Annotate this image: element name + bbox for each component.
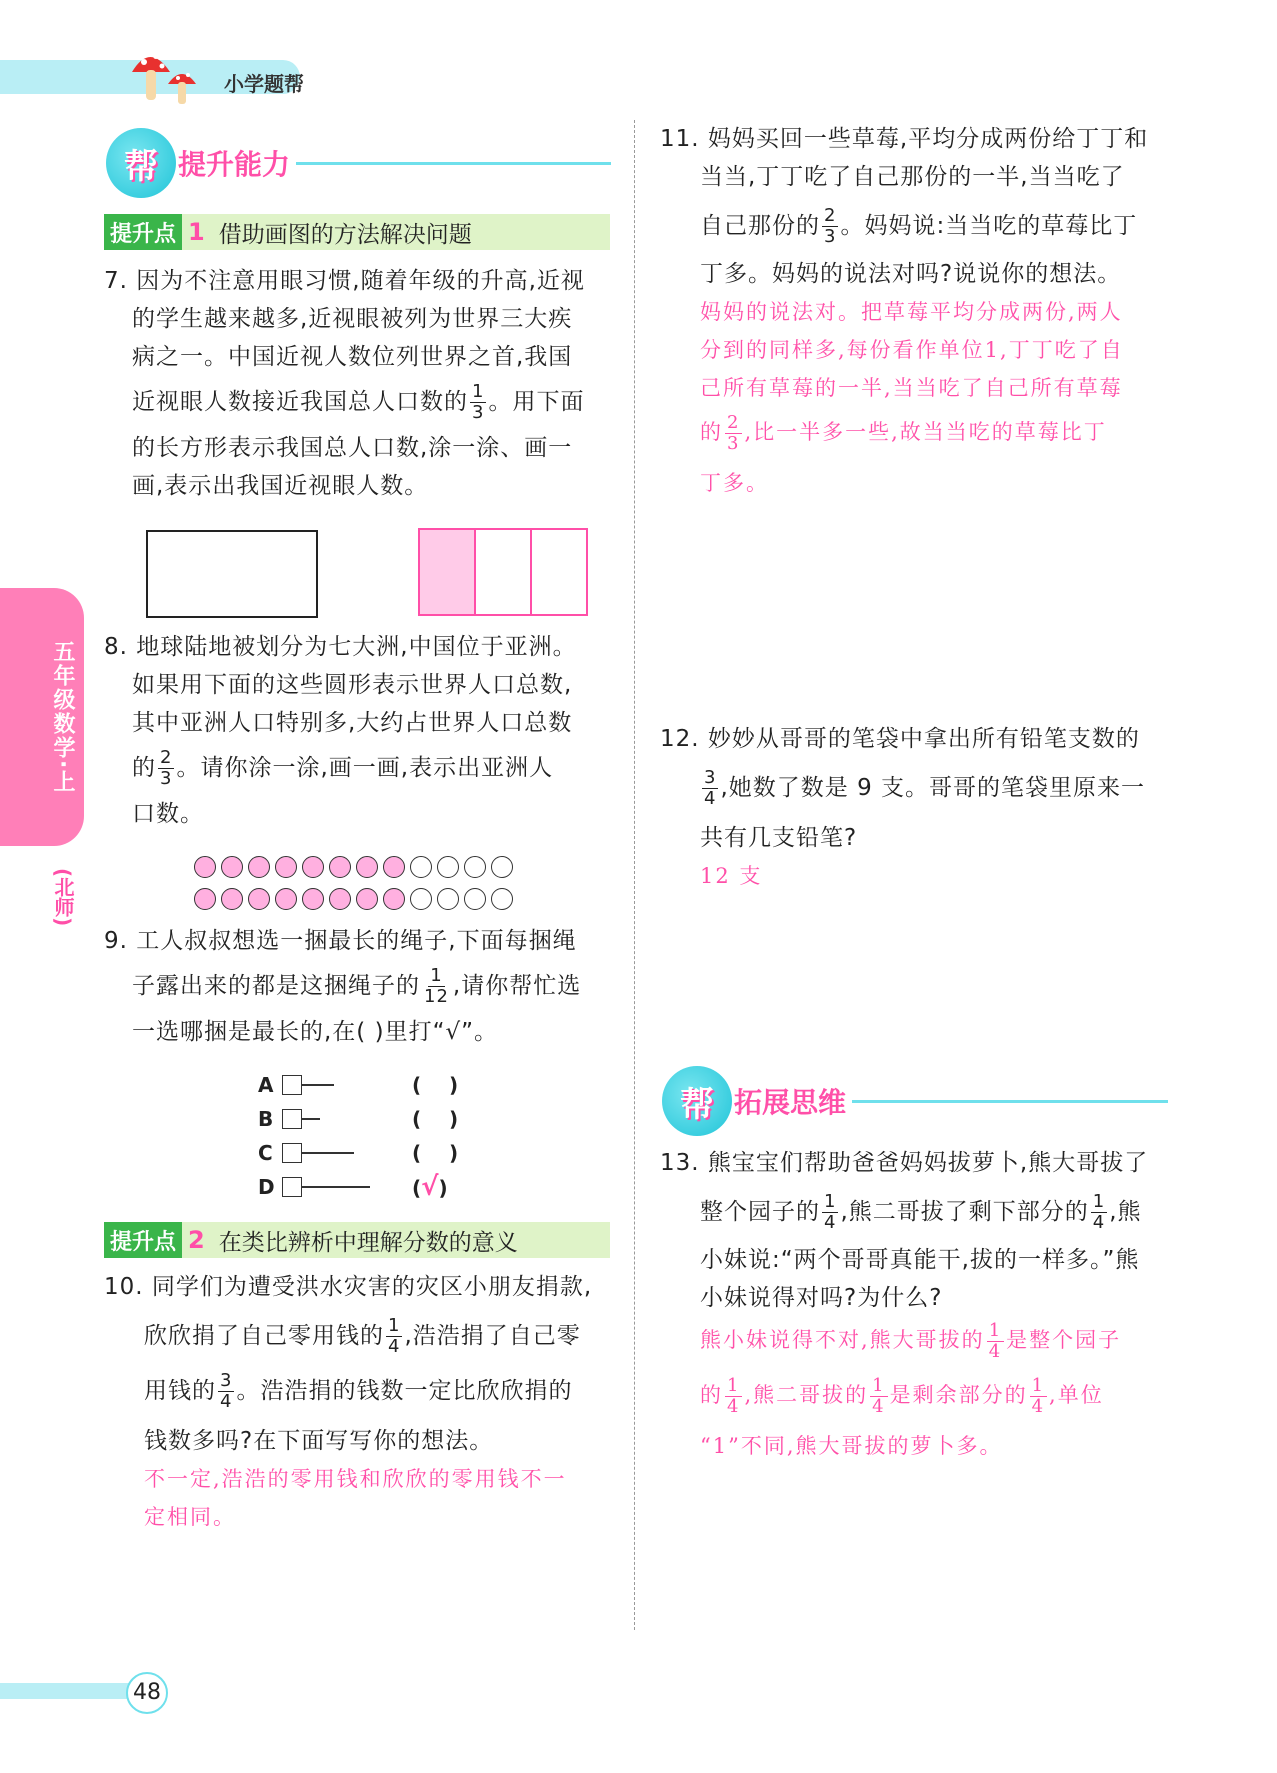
circle-empty[interactable] [437, 888, 459, 910]
circle-filled[interactable] [329, 888, 351, 910]
rope-option-d[interactable]: D (√) [258, 1172, 448, 1202]
q13-line: 整个园子的 $\frac{1}{4}$ ,熊二哥拔了剩下部分的 $\frac{1}{4}$ ,熊 [700, 1191, 1142, 1233]
key-point-1 [104, 214, 610, 250]
section-rule [852, 1100, 1168, 1103]
question-11 [660, 120, 1170, 502]
key-point-tag: 提升点 [104, 214, 182, 250]
q13-line: 小妹说得对吗?为什么? [700, 1285, 943, 1311]
q7-line: 7. 因为不注意用眼习惯,随着年级的升高,近视 [104, 268, 585, 294]
circle-filled[interactable] [221, 888, 243, 910]
circle-filled[interactable] [356, 888, 378, 910]
q10-answer: 不一定,浩浩的零用钱和欣欣的零用钱不一 定相同。 [144, 1467, 567, 1529]
fraction: $\frac{1}{4}$ [388, 1315, 401, 1357]
q8-line: 的 $\frac{2}{3}$ 。请你涂一涂,画一画,表示出亚洲人 [132, 747, 554, 789]
column-divider [634, 120, 635, 1630]
circle-filled[interactable] [248, 856, 270, 878]
fraction: $\frac{2}{3}$ [824, 205, 837, 247]
mushroom-logo-icon [128, 42, 208, 112]
q11-line: 丁多。妈妈的说法对吗?说说你的想法。 [700, 261, 1122, 287]
q10-line: 钱数多吗?在下面写写你的想法。 [144, 1428, 494, 1454]
key-point-number: 1 [188, 218, 205, 246]
circle-row [194, 856, 554, 882]
circle-filled[interactable] [221, 856, 243, 878]
circle-grid [194, 856, 554, 920]
q7-line: 的长方形表示我国总人口数,涂一涂、画一 [132, 435, 573, 461]
q7-text: 近视眼人数接近我国总人口数的 [132, 389, 468, 415]
rope-option-c[interactable]: C ( ) [258, 1141, 459, 1165]
rope-option-a[interactable]: A ( ) [258, 1073, 459, 1097]
q13-answer: 熊小妹说得不对,熊大哥拔的 $\frac{1}{4}$ 是整个园子 的 $\frac{1}{4}$ ,熊二哥拔的 $\frac{1}{4}$ 是剩余部分的 $\frac{1}{4}$ ,单位 “1”不同,熊大哥拔的萝卜多。 [700, 1320, 1122, 1458]
circle-filled[interactable] [383, 856, 405, 878]
circle-empty[interactable] [437, 856, 459, 878]
circle-filled[interactable] [275, 888, 297, 910]
section-badge: 帮 [662, 1066, 732, 1136]
key-point-number: 2 [188, 1226, 205, 1254]
circle-filled[interactable] [275, 856, 297, 878]
fraction: $\frac{2}{3}$ [727, 412, 741, 454]
section-badge: 帮 [106, 128, 176, 198]
circle-filled[interactable] [302, 856, 324, 878]
q8-line: 口数。 [132, 801, 204, 827]
circle-empty[interactable] [410, 888, 432, 910]
q11-line: 11. 妈妈买回一些草莓,平均分成两份给丁丁和 [660, 126, 1149, 152]
side-tab-edition: (北师) [51, 868, 75, 927]
q12-line: 12. 妙妙从哥哥的笔袋中拿出所有铅笔支数的 [660, 726, 1140, 752]
fraction: $\frac{3}{4}$ [704, 767, 717, 809]
question-8 [104, 628, 624, 833]
q8-line: 如果用下面的这些圆形表示世界人口总数, [132, 672, 573, 698]
key-point-text: 借助画图的方法解决问题 [218, 221, 472, 248]
brand-label: 小学题帮 [224, 72, 304, 96]
q11-line: 自己那份的 $\frac{2}{3}$ 。妈妈说:当当吃的草莓比丁 [700, 205, 1138, 247]
rect-part-filled [420, 530, 476, 614]
rope-options [258, 1070, 518, 1202]
q12-line: $\frac{3}{4}$ ,她数了数是 9 支。哥哥的笔袋里原来一 [704, 767, 1146, 809]
q10-line: 10. 同学们为遭受洪水灾害的灾区小朋友捐款, [104, 1274, 593, 1300]
q7-line [104, 382, 624, 423]
fraction: $\frac{1}{4}$ [1031, 1375, 1046, 1417]
q10-line: 用钱的 $\frac{3}{4}$ 。浩浩捐的钱数一定比欣欣捐的 [144, 1370, 573, 1412]
page-number: 48 [126, 1672, 168, 1714]
q7-line: 病之一。中国近视人数位列世界之首,我国 [132, 344, 573, 370]
circle-filled[interactable] [302, 888, 324, 910]
q11-answer: 妈妈的说法对。把草莓平均分成两份,两人 分到的同样多,每份看作单位1,丁丁吃了自 己所有草莓的一半,当当吃了自己所有草莓 的 $\frac{2}{3}$ ,比一半多一些,故当当吃的草莓比丁 丁多。 [700, 300, 1124, 495]
circle-empty[interactable] [464, 888, 486, 910]
q8-line: 其中亚洲人口特别多,大约占世界人口总数 [132, 710, 573, 736]
circle-filled[interactable] [383, 888, 405, 910]
side-tab-title: 五年级数学·上 [50, 640, 75, 795]
section-title: 提升能力 [178, 148, 291, 181]
footer-band [0, 1683, 140, 1699]
fraction: $\frac{1}{4}$ [1092, 1191, 1106, 1233]
fraction: $\frac{2}{3}$ [160, 747, 173, 789]
q9-line: 一选哪捆是最长的,在( )里打“√”。 [132, 1019, 499, 1045]
shaded-rectangle [418, 528, 588, 616]
rect-part [476, 530, 532, 614]
section-title: 拓展思维 [734, 1086, 847, 1119]
fraction: $\frac{1}{4}$ [727, 1375, 741, 1417]
rope-option-b[interactable]: B ( ) [258, 1107, 459, 1131]
question-12 [660, 720, 1170, 895]
key-point-text: 在类比辨析中理解分数的意义 [218, 1229, 518, 1256]
fraction: $\frac{1}{4}$ [872, 1375, 886, 1417]
fraction: $\frac{1}{12}$ [424, 965, 449, 1007]
q13-line: 13. 熊宝宝们帮助爸爸妈妈拔萝卜,熊大哥拔了 [660, 1150, 1149, 1176]
fraction: $\frac{1}{3}$ [472, 381, 485, 423]
q12-line: 共有几支铅笔? [700, 825, 858, 851]
q7-line: 的学生越来越多,近视眼被列为世界三大疾 [132, 306, 573, 332]
question-13 [660, 1144, 1180, 1465]
circle-empty[interactable] [491, 856, 513, 878]
q9-line: 子露出来的都是这捆绳子的 $\frac{1}{12}$ ,请你帮忙选 [132, 965, 582, 1007]
circle-filled[interactable] [194, 888, 216, 910]
circle-filled[interactable] [194, 856, 216, 878]
fraction: $\frac{1}{4}$ [988, 1320, 1003, 1362]
fraction: $\frac{3}{4}$ [220, 1370, 233, 1412]
check-mark-icon: √ [421, 1172, 439, 1202]
question-9 [104, 922, 624, 1051]
section-expand-header [662, 1066, 1168, 1136]
q9-line: 9. 工人叔叔想选一捆最长的绳子,下面每捆绳 [104, 928, 577, 954]
fraction: $\frac{1}{4}$ [824, 1191, 837, 1233]
key-point-2 [104, 1222, 610, 1258]
key-point-tag: 提升点 [104, 1222, 182, 1258]
question-10 [104, 1268, 624, 1536]
circle-empty[interactable] [410, 856, 432, 878]
section-rule [296, 162, 611, 165]
q8-line: 8. 地球陆地被划分为七大洲,中国位于亚洲。 [104, 634, 577, 660]
rect-part [532, 530, 586, 614]
circle-filled[interactable] [248, 888, 270, 910]
circle-filled[interactable] [356, 856, 378, 878]
section-improve-header [106, 128, 611, 198]
q12-answer: 12 支 [700, 864, 763, 888]
q13-line: 小妹说:“两个哥哥真能干,拔的一样多。”熊 [700, 1247, 1140, 1273]
question-7 [104, 262, 624, 505]
circle-row [194, 888, 554, 914]
circle-empty[interactable] [464, 856, 486, 878]
circle-filled[interactable] [329, 856, 351, 878]
q11-line: 当当,丁丁吃了自己那份的一半,当当吃了 [700, 164, 1125, 190]
q7-line: 画,表示出我国近视眼人数。 [132, 473, 429, 499]
q10-line: 欣欣捐了自己零用钱的 $\frac{1}{4}$ ,浩浩捐了自己零 [144, 1315, 581, 1357]
circle-empty[interactable] [491, 888, 513, 910]
empty-rectangle[interactable] [146, 530, 318, 618]
q7-text: 。用下面 [488, 389, 585, 415]
